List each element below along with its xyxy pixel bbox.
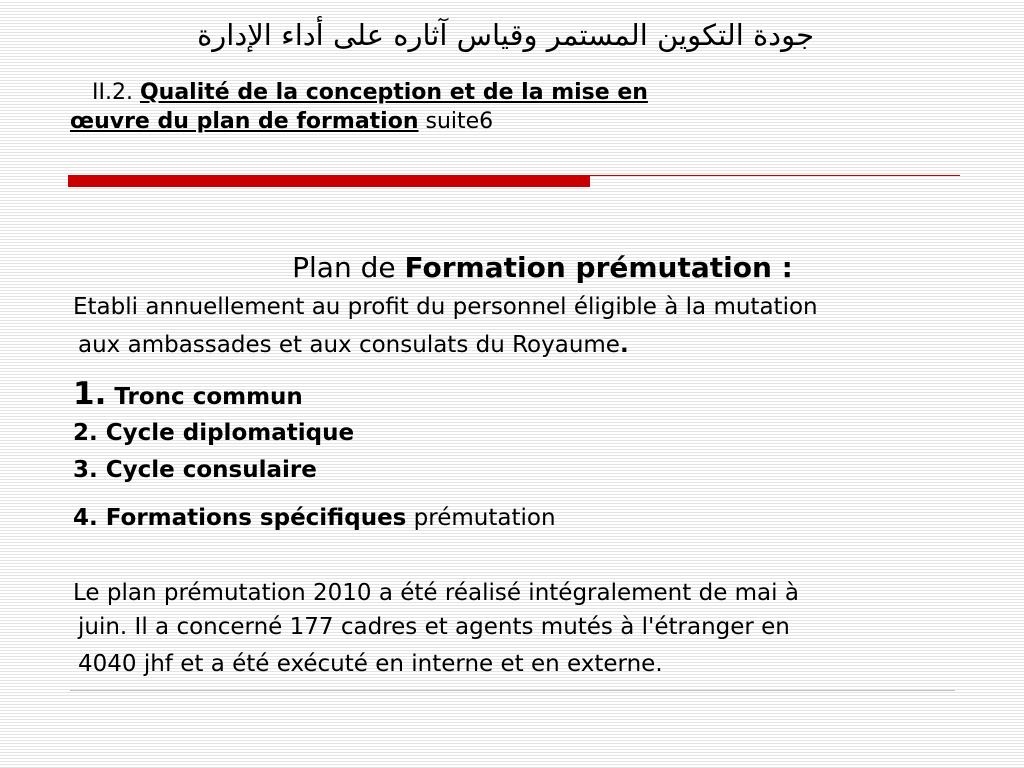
result-line3: 4040 jhf et a été exécuté en interne et en externe. xyxy=(78,651,663,677)
result-line1: Le plan prémutation 2010 a été réalisé intégralement de mai à xyxy=(73,580,799,606)
list-item-1-number: 1. xyxy=(73,376,107,412)
plan-heading-title: Formation prémutation : xyxy=(404,251,793,284)
plan-description-period: . xyxy=(619,332,629,358)
list-item-1-label: Tronc commun xyxy=(106,384,303,410)
result-line2: juin. Il a concerné 177 cadres et agents mutés à l'étranger en xyxy=(78,614,790,640)
section-title-part2: œuvre du plan de formation xyxy=(70,109,419,134)
list-item-1 xyxy=(73,376,303,412)
arabic-title: جودة التكوين المستمر وقياس آثاره على أداء الإدارة xyxy=(197,18,814,52)
section-title-part1: Qualité de la conception et de la mise en xyxy=(139,80,648,105)
accent-bar xyxy=(68,175,590,187)
list-item-4-label: 4. Formations spécifiques xyxy=(73,505,407,531)
list-item-2: 2. Cycle diplomatique xyxy=(73,420,355,446)
plan-description-line2 xyxy=(78,332,629,358)
header-divider xyxy=(590,175,960,176)
plan-description-line1: Etabli annuellement au profit du personnel éligible à la mutation xyxy=(73,294,818,320)
list-item-4 xyxy=(73,505,556,531)
section-number: II.2. xyxy=(92,80,140,105)
bottom-divider xyxy=(70,690,955,691)
section-suffix: suite6 xyxy=(418,109,494,134)
section-heading-line2 xyxy=(70,109,493,134)
plan-description-text: aux ambassades et aux consulats du Royaume xyxy=(78,332,620,358)
plan-heading xyxy=(0,251,1024,284)
list-item-3: 3. Cycle consulaire xyxy=(73,457,317,483)
section-heading-line1 xyxy=(92,80,648,105)
plan-heading-prefix: Plan de xyxy=(292,251,405,284)
list-item-4-suffix: prémutation xyxy=(406,505,556,531)
